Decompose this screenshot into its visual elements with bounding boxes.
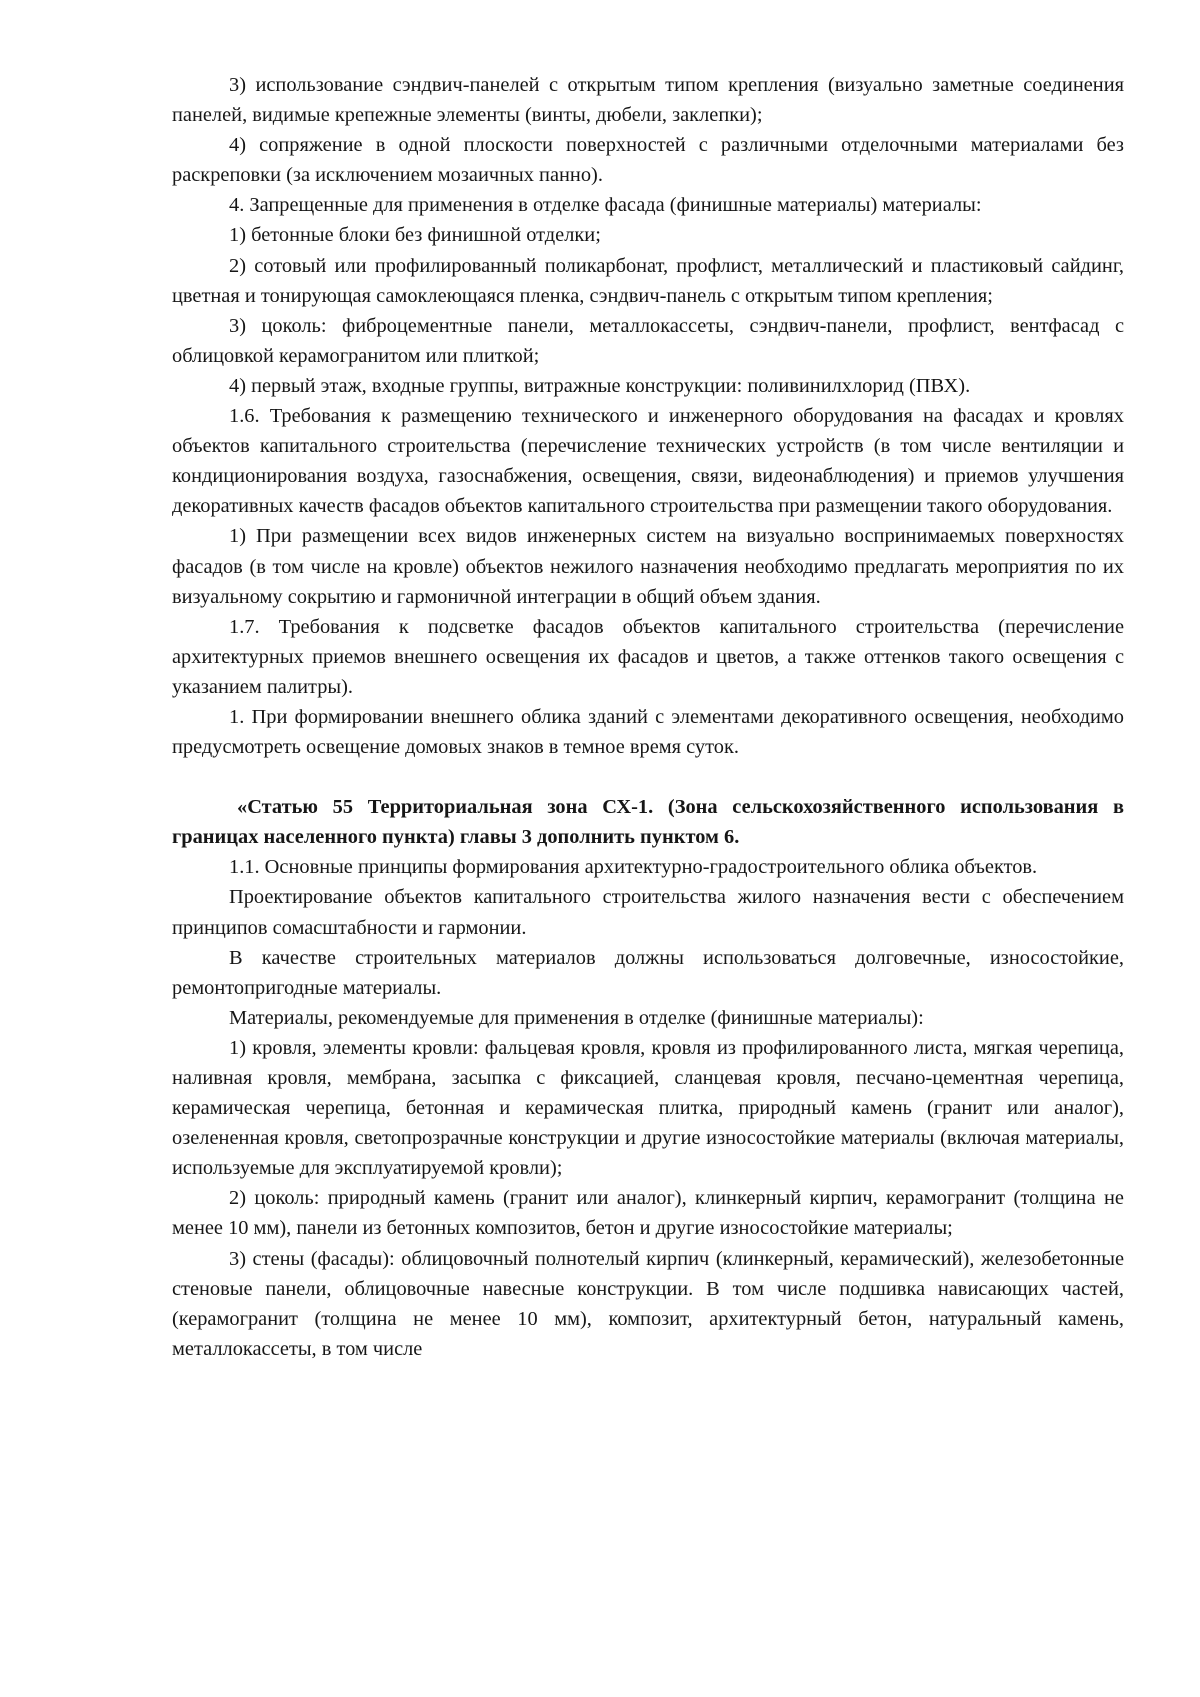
paragraph-prohibited-materials: 4. Запрещенные для применения в отделке фасада (финишные материалы) материалы: <box>229 194 982 217</box>
paragraph-item-1-roof: 1) кровля, элементы кровли: фальцевая кровля, кровля из профилированного листа, мягкая черепица, наливная кровля, мембрана, засыпка с фиксацией, сланцевая кровля, песчано-цементная черепица, керамическая черепица, бетонная и керамическая плитка, природный камень (гранит или аналог), озелененная кровля, светопрозрачные конструкции и другие износостойкие материалы (включая материалы, используемые для эксплуатируемой кровли); <box>172 1036 1124 1180</box>
paragraph-design: Проектирование объектов капитального строительства жилого назначения вести с обеспечением принципов сомасштабности и гармонии. <box>172 886 1124 939</box>
paragraph-item-3-plinth: 3) цоколь: фиброцементные панели, металлокассеты, сэндвич-панели, профлист, вентфасад с облицовкой керамогранитом или плиткой; <box>172 314 1124 367</box>
paragraph-item-1-concrete: 1) бетонные блоки без финишной отделки; <box>229 224 601 247</box>
paragraph-section-1-1: 1.1. Основные принципы формирования архитектурно-градостроительного облика объектов. <box>229 856 1038 879</box>
paragraph-item-3-sandwich: 3) использование сэндвич-панелей с открытым типом крепления (визуально заметные соединения панелей, видимые крепежные элементы (винты, дюбели, заклепки); <box>172 74 1124 127</box>
paragraph-recommended-materials: Материалы, рекомендуемые для применения в отделке (финишные материалы): <box>229 1006 924 1029</box>
document-page <box>172 70 1124 1364</box>
section-heading: «Статью 55 Территориальная зона СХ-1. (Зона сельскохозяйственного использования в границах населенного пункта) главы 3 дополнить пунктом 6. <box>172 796 1124 849</box>
paragraph-engineering-systems: 1) При размещении всех видов инженерных систем на визуально воспринимаемых поверхностях фасадов (в том числе на кровле) объектов нежилого назначения необходимо предлагать мероприятия по их визуальному сокрытию и гармоничной интеграции в общий объем здания. <box>172 525 1124 608</box>
paragraph-materials-quality: В качестве строительных материалов должны использоваться долговечные, износостойкие, ремонтопригодные материалы. <box>172 946 1124 999</box>
section-spacer <box>172 762 1124 792</box>
paragraph-item-4-mating: 4) сопряжение в одной плоскости поверхностей с различными отделочными материалами без раскреповки (за исключением мозаичных панно). <box>172 134 1124 187</box>
paragraph-section-1-6: 1.6. Требования к размещению технического и инженерного оборудования на фасадах и кровлях объектов капитального строительства (перечисление технических устройств (в том числе вентиляции и кондиционирования воздуха, газоснабжения, освещения, связи, видеонаблюдения) и приемов улучшения декоративных качеств фасадов объектов капитального строительства при размещении такого оборудования. <box>172 405 1124 518</box>
paragraph-item-4-first-floor: 4) первый этаж, входные группы, витражные конструкции: поливинилхлорид (ПВХ). <box>229 374 971 397</box>
paragraph-lighting: 1. При формировании внешнего облика зданий с элементами декоративного освещения, необходимо предусмотреть освещение домовых знаков в темное время суток. <box>172 705 1124 759</box>
paragraph-item-2-plinth: 2) цоколь: природный камень (гранит или аналог), клинкерный кирпич, керамогранит (толщина не менее 10 мм), панели из бетонных композитов, бетон и другие износостойкие материалы; <box>172 1187 1124 1240</box>
paragraph-section-1-7: 1.7. Требования к подсветке фасадов объектов капитального строительства (перечисление архитектурных приемов внешнего освещения их фасадов и цветов, а также оттенков такого освещения с указанием палитры). <box>172 615 1124 698</box>
paragraph-item-3-walls: 3) стены (фасады): облицовочный полнотелый кирпич (клинкерный, керамический), железобетонные стеновые панели, облицовочные навесные конструкции. В том числе подшивка нависающих частей, (керамогранит (толщина не менее 10 мм), композит, архитектурный бетон, натуральный камень, металлокассеты, в том числе <box>172 1247 1124 1360</box>
paragraph-item-2-polycarbonate: 2) сотовый или профилированный поликарбонат, профлист, металлический и пластиковый сайдинг, цветная и тонирующая самоклеющаяся пленка, сэндвич-панель с открытым типом крепления; <box>172 254 1124 307</box>
